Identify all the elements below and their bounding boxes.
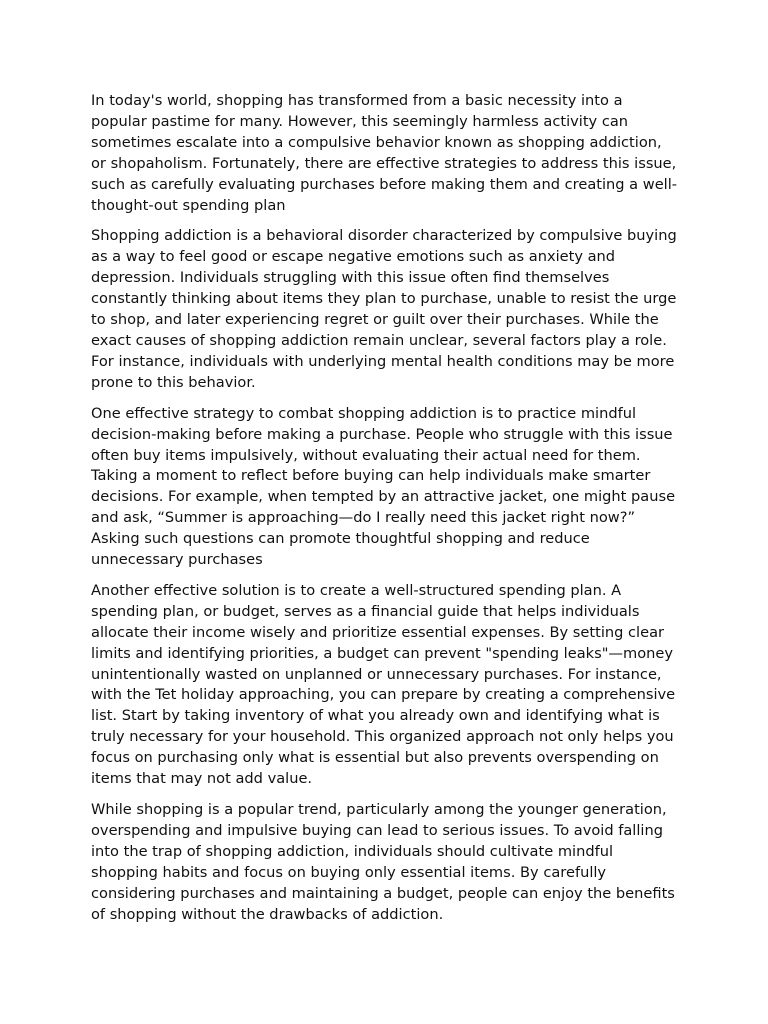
document-body [91, 91, 681, 935]
paragraph-conclusion: While shopping is a popular trend, particularly among the younger generation, overspending and impulsive buying can lead to serious issues. To avoid falling into the trap of shopping addiction, individuals should cultivate mindful shopping habits and focus on buying only essential items. By carefully considering purchases and maintaining a budget, people can enjoy the benefits of shopping without the drawbacks of addiction. [91, 801, 675, 923]
paragraph-spending-plan: Another effective solution is to create a well-structured spending plan. A spending plan, or budget, serves as a financial guide that helps individuals allocate their income wisely and prioritize essential expenses. By setting clear limits and identifying priorities, a budget can prevent "spending leaks"—money unintentionally wasted on unplanned or unnecessary purchases. For instance, with the Tet holiday approaching, you can prepare by creating a comprehensive list. Start by taking inventory of what you already own and identifying what is truly necessary for your household. This organized approach not only helps you focus on purchasing only what is essential but also prevents overspending on items that may not add value. [91, 581, 676, 788]
paragraph-mindful-decision: One effective strategy to combat shopping addiction is to practice mindful decision-making before making a purchase. People who struggle with this issue often buy items impulsively, without evaluating their actual need for them. Taking a moment to reflect before buying can help individuals make smarter decisions. For example, when tempted by an attractive jacket, one might pause and ask, “Summer is approaching—do I really need this jacket right now?” Asking such questions can promote thoughtful shopping and reduce unnecessary purchases [91, 404, 676, 569]
paragraph-definition: Shopping addiction is a behavioral disorder characterized by compulsive buying as a way to feel good or escape negative emotions such as anxiety and depression. Individuals struggling with this issue often find themselves constantly thinking about items they plan to purchase, unable to resist the urge to shop, and later experiencing regret or guilt over their purchases. While the exact causes of shopping addiction remain unclear, several factors play a role. For instance, individuals with underlying mental health conditions may be more prone to this behavior. [91, 227, 677, 391]
paragraph-introduction: In today's world, shopping has transformed from a basic necessity into a popular pastime for many. However, this seemingly harmless activity can sometimes escalate into a compulsive behavior known as shopping addiction, or shopaholism. Fortunately, there are effective strategies to address this issue, such as carefully evaluating purchases before making them and creating a well-thought-out spending plan [91, 92, 678, 214]
